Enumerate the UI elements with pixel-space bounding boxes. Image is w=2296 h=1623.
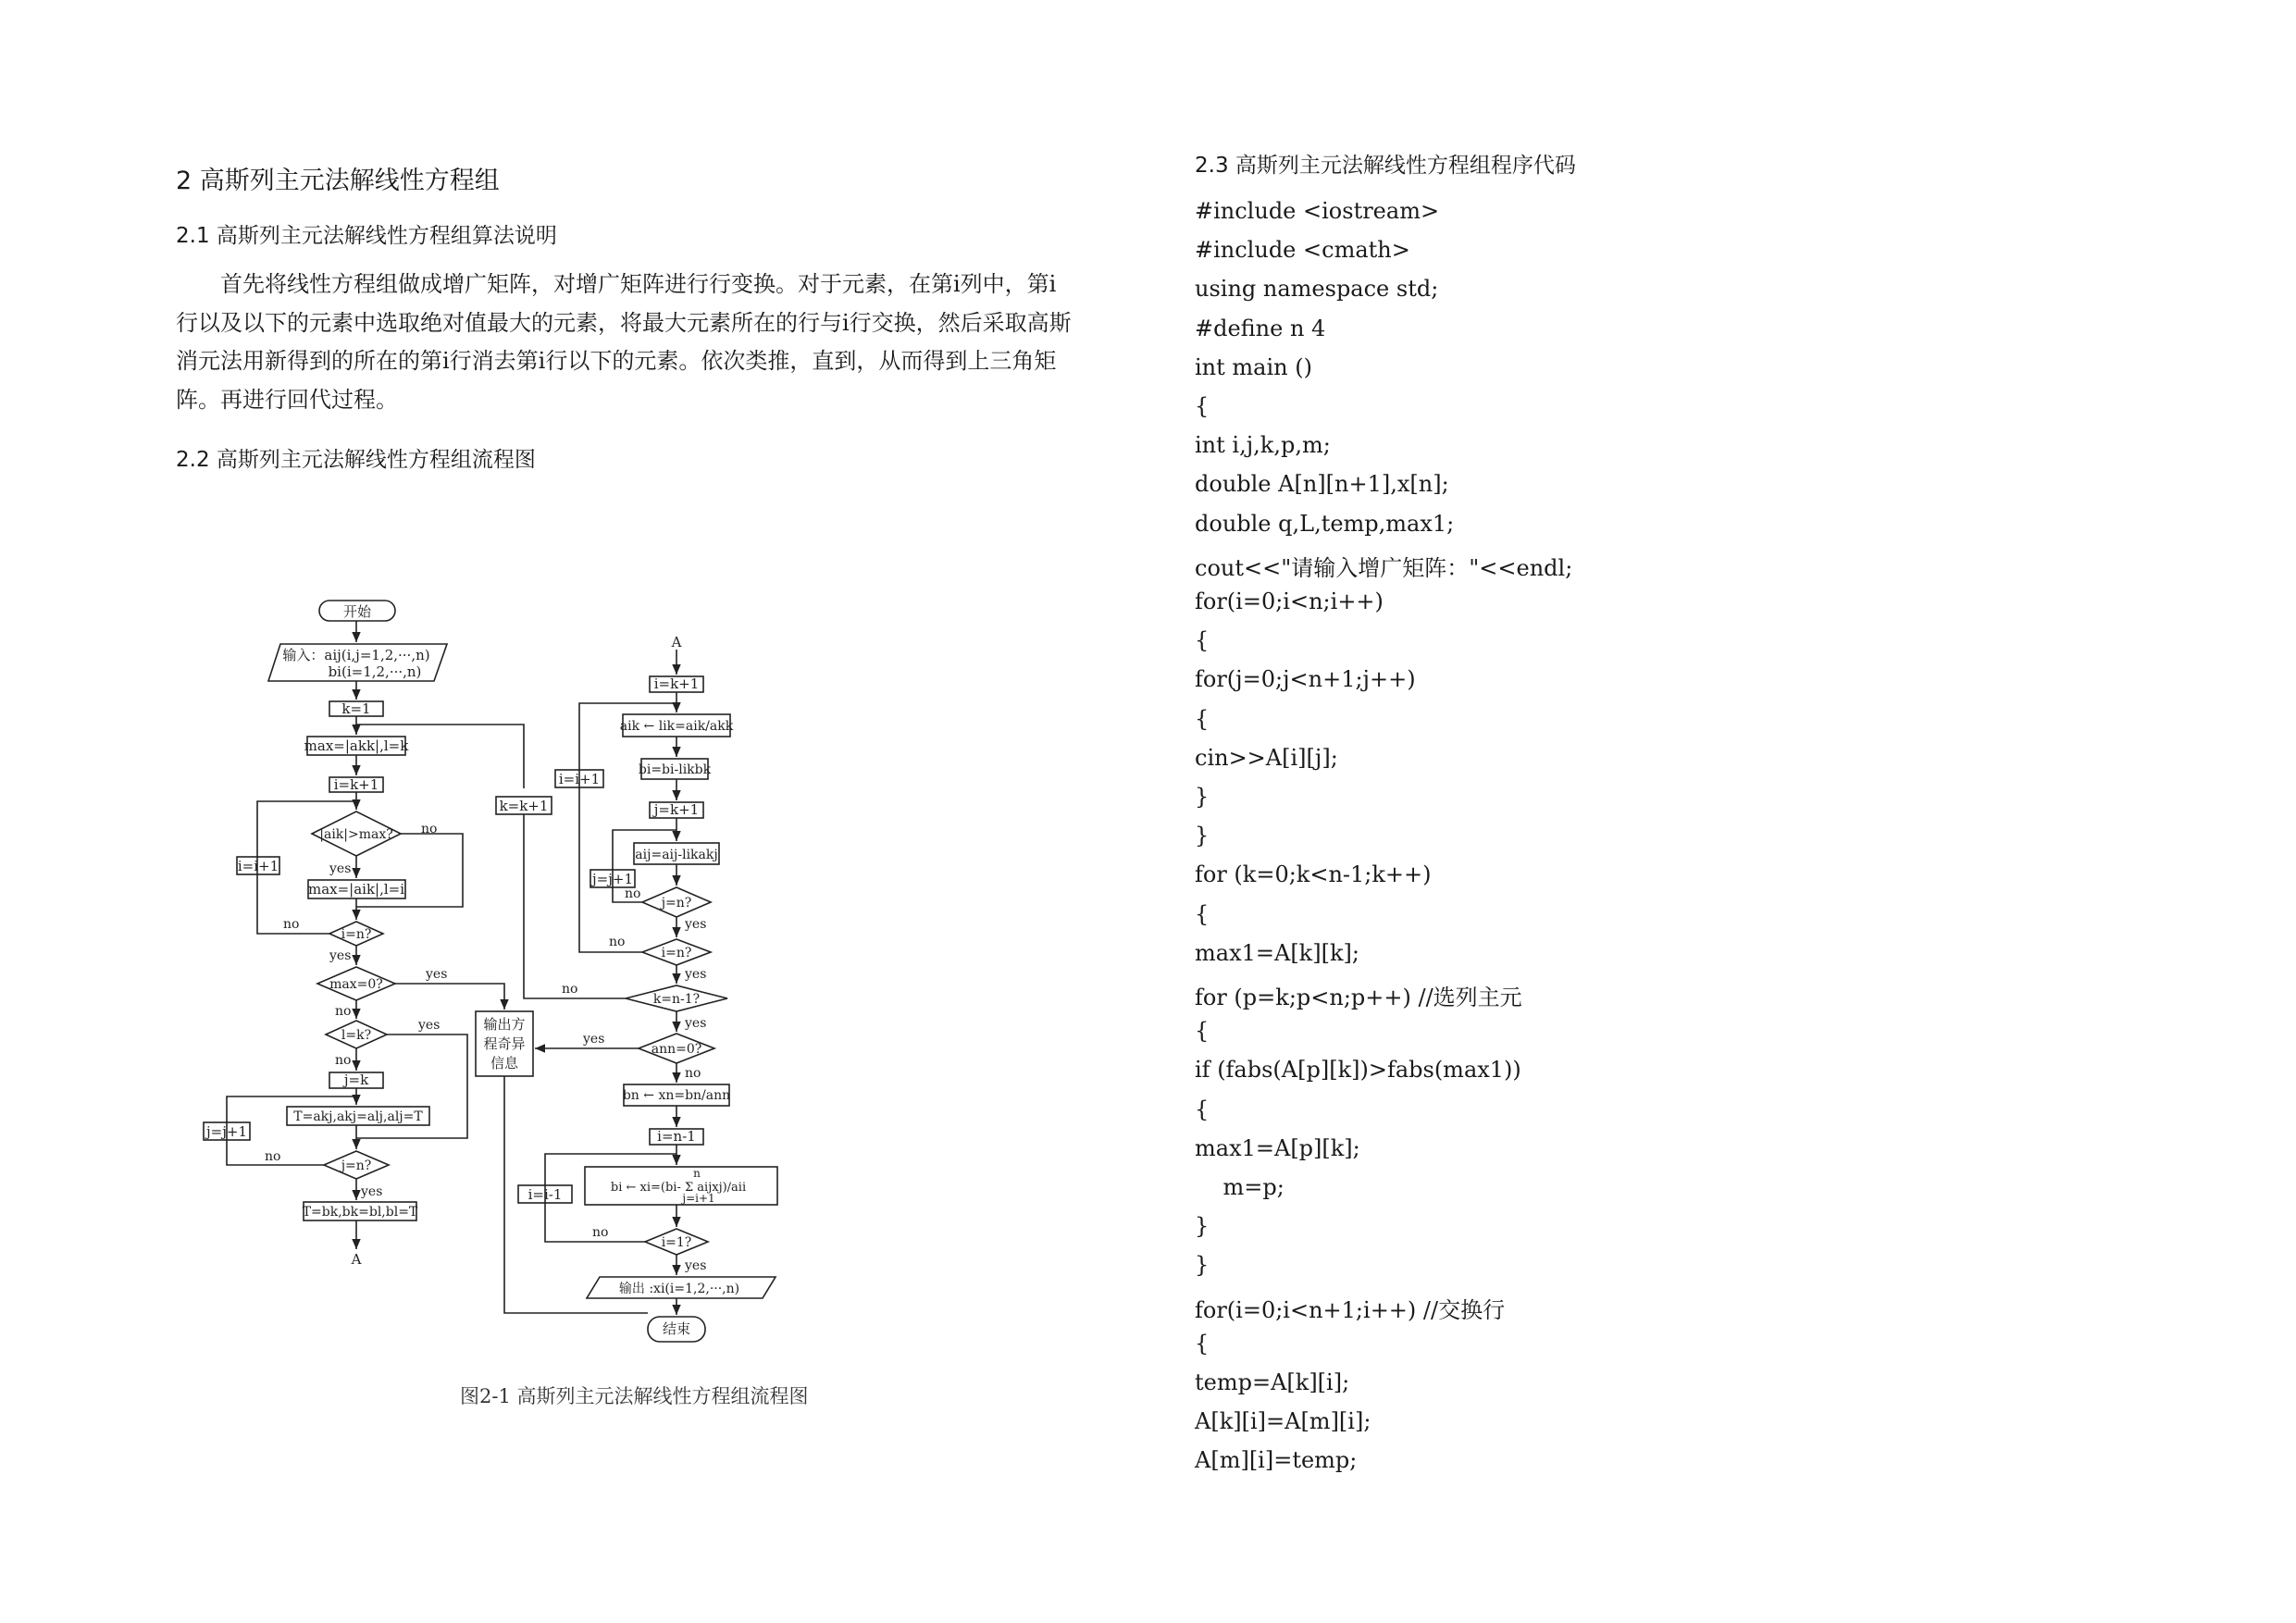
code-line: max1=A[p][k]; <box>1195 1134 1360 1161</box>
no-label: no <box>609 935 626 949</box>
yes-label: yes <box>426 967 448 982</box>
aij-label: aij=aij-likakj <box>635 848 718 862</box>
yes-label: yes <box>329 948 352 963</box>
code-line: m=p; <box>1195 1174 1285 1200</box>
swap2-label: T=bk,bk=bl,bl=T <box>302 1205 418 1220</box>
lik-label: aik ← lik=aik/akk <box>619 719 734 734</box>
code-line: using namespace std; <box>1195 276 1439 303</box>
code-line: } <box>1195 784 1210 810</box>
code-line: { <box>1195 1096 1210 1122</box>
code-line: double q,L,temp,max1; <box>1195 510 1455 537</box>
output-label: 输出 :xi(i=1,2,···,n) <box>618 1282 740 1296</box>
code-line: { <box>1195 705 1210 732</box>
bi-label: bi=bi-likbk <box>638 762 712 777</box>
code-line: #include <iostream> <box>1195 198 1440 224</box>
code-line: { <box>1195 393 1210 419</box>
code-line: double A[n][n+1],x[n]; <box>1195 471 1449 498</box>
max0-label: max=0? <box>329 977 383 992</box>
input-label-2: bi(i=1,2,···,n) <box>328 663 422 680</box>
i-kp1-label: i=k+1 <box>333 776 379 793</box>
r-j-inc-label: j=j+1 <box>592 871 633 887</box>
singular-label-1: 输出方 <box>483 1016 526 1033</box>
connector-a-top: A <box>671 634 682 650</box>
i-eq-1-label: i=1? <box>661 1235 692 1250</box>
paragraph-line: 消元法用新得到的所在的第i行消去第i行以下的元素。依次类推，直到，从而得到上三角矩 <box>176 348 1057 375</box>
bn-label: bn ← xn=bn/ann <box>622 1088 731 1103</box>
i-n1-label: i=n-1 <box>657 1128 696 1145</box>
subsection-title-algorithm: 2.1 高斯列主元法解线性方程组算法说明 <box>176 224 557 248</box>
code-line: { <box>1195 627 1210 654</box>
singular-label-2: 程奇异 <box>483 1035 526 1052</box>
code-line: int main () <box>1195 353 1312 380</box>
code-line: temp=A[k][i]; <box>1195 1369 1350 1395</box>
j-inc-label: j=j+1 <box>206 1123 247 1140</box>
i-inc-label: i=i+1 <box>237 858 279 874</box>
code-line: cin>>A[i][j]; <box>1195 744 1338 771</box>
yes-label: yes <box>329 861 352 876</box>
no-label: no <box>335 1004 352 1019</box>
code-line: int i,j,k,p,m; <box>1195 432 1331 459</box>
swap1-label: T=akj,akj=alj,alj=T <box>293 1109 423 1124</box>
no-label: no <box>283 917 300 932</box>
code-line: } <box>1195 823 1210 849</box>
r-i-inc-label: i=i+1 <box>558 771 601 787</box>
no-label: no <box>625 886 641 901</box>
code-line: cout<<"请输入增广矩阵："<<endl; <box>1195 554 1573 581</box>
i-eq-n-label: i=n? <box>341 927 372 942</box>
i-dec-label: i=i-1 <box>527 1186 563 1203</box>
yes-label: yes <box>685 1016 707 1031</box>
code-line: #include <cmath> <box>1195 237 1410 264</box>
code-line: for(i=0;i<n+1;i++) //交换行 <box>1195 1296 1506 1323</box>
paragraph-line: 阵。再进行回代过程。 <box>176 386 398 413</box>
code-line: } <box>1195 1252 1210 1279</box>
start-label: 开始 <box>342 603 372 620</box>
r-i-eq-n-label: i=n? <box>661 946 692 960</box>
no-label: no <box>592 1225 609 1240</box>
r-i-kp1-label: i=k+1 <box>653 675 700 692</box>
no-label: no <box>685 1066 701 1081</box>
code-line: for(i=0;i<n;i++) <box>1195 588 1384 614</box>
max-init-label: max=|akk|,l=k <box>304 737 409 754</box>
paragraph-line: 首先将线性方程组做成增广矩阵，对增广矩阵进行行变换。对于元素，在第i列中，第i <box>220 271 1057 297</box>
j-eq-n-label: j=n? <box>341 1158 372 1173</box>
max-update-label: max=|aik|,l=i <box>307 881 405 898</box>
code-line: max1=A[k][k]; <box>1195 939 1359 966</box>
ann0-label: ann=0? <box>651 1042 702 1057</box>
r-j-kp1-label: j=k+1 <box>653 801 700 818</box>
figure-caption: 图2-1 高斯列主元法解线性方程组流程图 <box>460 1385 809 1407</box>
k-init-label: k=1 <box>341 700 371 717</box>
l-eq-k-label: l=k? <box>341 1028 372 1043</box>
code-line: for(j=0;j<n+1;j++) <box>1195 666 1416 693</box>
code-section-title: 2.3 高斯列主元法解线性方程组程序代码 <box>1195 154 1576 178</box>
code-line: for (p=k;p<n;p++) //选列主元 <box>1195 985 1522 1010</box>
code-line: if (fabs(A[p][k])>fabs(max1)) <box>1195 1057 1521 1084</box>
section-title: 2 高斯列主元法解线性方程组 <box>176 167 500 195</box>
k-inc-label: k=k+1 <box>499 798 549 814</box>
code-line: { <box>1195 1018 1210 1045</box>
code-line: #define n 4 <box>1195 315 1326 341</box>
sum-lower-limit: j=i+1 <box>682 1192 715 1205</box>
compare-label: |aik|>max? <box>319 827 393 842</box>
no-label: no <box>335 1053 352 1068</box>
code-line: for (k=0;k<n-1;k++) <box>1195 861 1432 888</box>
code-line: A[k][i]=A[m][i]; <box>1195 1408 1371 1435</box>
r-j-eq-n-label: j=n? <box>661 896 692 911</box>
yes-label: yes <box>418 1018 441 1033</box>
yes-label: yes <box>685 967 707 982</box>
no-label: no <box>265 1149 281 1164</box>
yes-label: yes <box>583 1032 605 1047</box>
paragraph-line: 行以及以下的元素中选取绝对值最大的元素，将最大元素所在的行与i行交换，然后采取高斯 <box>176 309 1072 336</box>
no-label: no <box>562 982 578 997</box>
code-line: } <box>1195 1213 1210 1240</box>
k-eq-n1-label: k=n-1? <box>652 992 701 1007</box>
subsection-title-flowchart: 2.2 高斯列主元法解线性方程组流程图 <box>176 448 536 472</box>
code-line: { <box>1195 1330 1210 1357</box>
connector-a-bottom: A <box>351 1251 362 1268</box>
j-eq-k-label: j=k <box>343 1072 369 1088</box>
sum-upper-limit: n <box>693 1167 701 1180</box>
no-label: no <box>421 822 438 836</box>
input-label-1: 输入：aij(i,j=1,2,···,n) <box>282 647 430 663</box>
singular-label-3: 信息 <box>490 1055 519 1072</box>
yes-label: yes <box>361 1184 383 1199</box>
yes-label: yes <box>685 1258 707 1273</box>
code-line: A[m][i]=temp; <box>1195 1447 1358 1474</box>
back-label: bi ← xi=(bi- Σ aijxj)/aii <box>610 1181 747 1195</box>
code-line: { <box>1195 900 1210 927</box>
end-label: 结束 <box>662 1320 691 1337</box>
yes-label: yes <box>685 917 707 932</box>
